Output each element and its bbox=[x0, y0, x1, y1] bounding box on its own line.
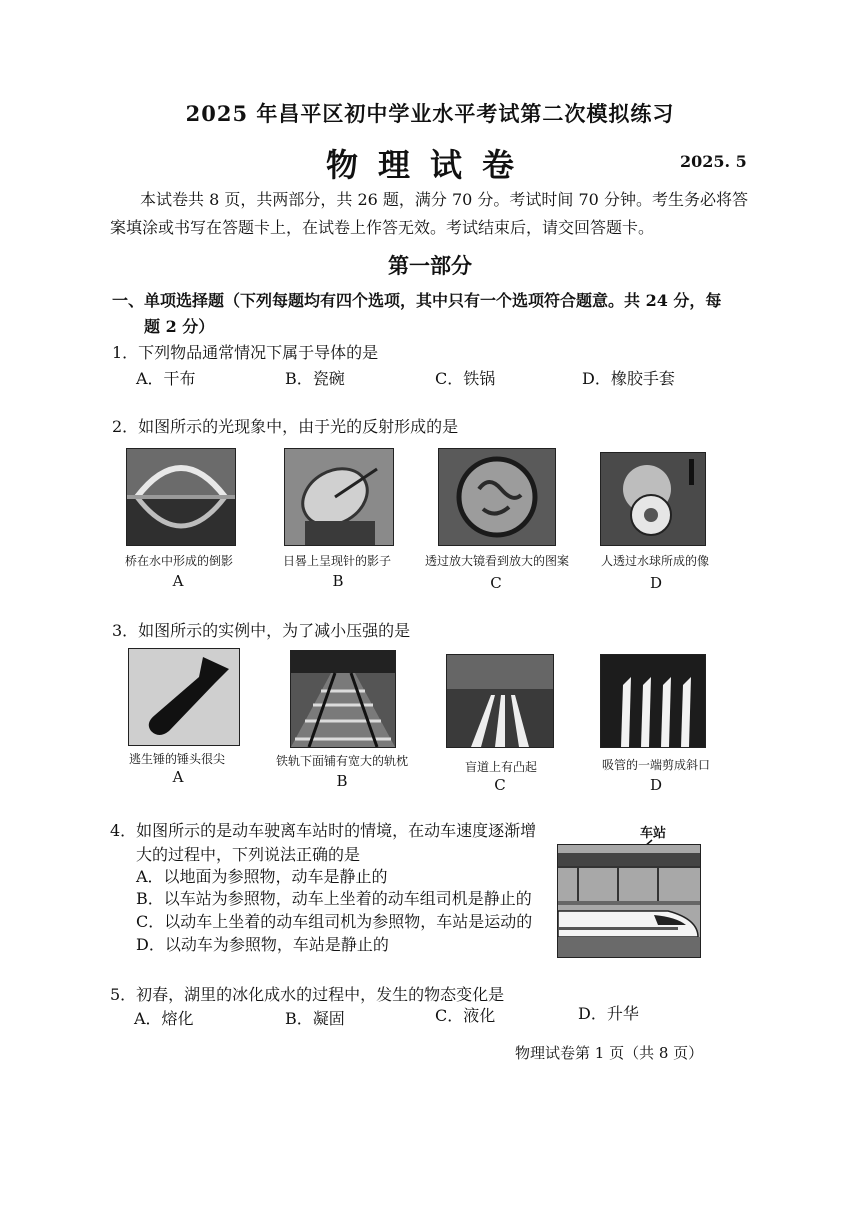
station-label: 车站 bbox=[640, 826, 667, 841]
q3-caption-b: 铁轨下面铺有宽大的轨枕 bbox=[275, 754, 408, 768]
magnifier-photo bbox=[438, 448, 556, 546]
question-3-stem: 3．如图所示的实例中，为了减小压强的是 bbox=[112, 621, 411, 640]
q2-letter-b: B bbox=[332, 572, 344, 590]
q3-caption-a: 逃生锤的锤头很尖 bbox=[128, 752, 225, 766]
page-footer: 物理试卷第 1 页（共 8 页） bbox=[515, 1044, 704, 1062]
subject-title: 物理试卷 bbox=[325, 146, 534, 184]
railway-sleepers-photo bbox=[290, 650, 396, 748]
q5-option-a: A．熔化 bbox=[134, 1009, 194, 1028]
q2-caption-c: 透过放大镜看到放大的图案 bbox=[424, 554, 569, 568]
exam-date: 2025. 5 bbox=[680, 152, 747, 171]
q5-option-c: C．液化 bbox=[435, 1006, 496, 1025]
q3-caption-c: 盲道上有凸起 bbox=[464, 760, 537, 774]
question-4-stem-line1: 4．如图所示的是动车驶离车站时的情境，在动车速度逐渐增 bbox=[110, 821, 537, 840]
q1-option-d: D．橡胶手套 bbox=[582, 369, 675, 388]
q5-option-b: B．凝固 bbox=[285, 1009, 345, 1028]
escape-hammer-photo bbox=[128, 648, 240, 746]
q3-letter-a: A bbox=[172, 768, 184, 786]
tactile-paving-photo bbox=[446, 654, 554, 748]
q2-letter-d: D bbox=[649, 574, 663, 592]
q2-letter-c: C bbox=[490, 574, 502, 592]
bridge-reflection-photo bbox=[126, 448, 236, 546]
part-title: 第一部分 bbox=[388, 253, 472, 278]
section-heading bbox=[112, 288, 752, 340]
water-ball-photo bbox=[600, 452, 706, 546]
q3-letter-b: B bbox=[336, 772, 348, 790]
straw-photo bbox=[600, 654, 706, 748]
question-1-stem: 1．下列物品通常情况下属于导体的是 bbox=[112, 343, 379, 362]
question-4-stem-line2: 大的过程中，下列说法正确的是 bbox=[136, 845, 361, 864]
question-2-stem: 2．如图所示的光现象中，由于光的反射形成的是 bbox=[112, 417, 459, 436]
q1-option-c: C．铁锅 bbox=[435, 369, 496, 388]
q3-caption-d: 吸管的一端剪成斜口 bbox=[601, 758, 710, 772]
q1-option-b: B．瓷碗 bbox=[285, 369, 345, 388]
q4-option-b: B．以车站为参照物，动车上坐着的动车组司机是静止的 bbox=[136, 889, 532, 908]
q2-caption-d: 人透过水球所成的像 bbox=[600, 554, 709, 568]
q4-option-d: D．以动车为参照物，车站是静止的 bbox=[136, 935, 389, 954]
section-heading-line2: 题 2 分） bbox=[144, 317, 215, 336]
q3-letter-c: C bbox=[494, 776, 506, 794]
q5-option-d: D．升华 bbox=[578, 1004, 639, 1023]
bullet-train-photo bbox=[557, 844, 701, 958]
q1-option-a: A．干布 bbox=[136, 369, 196, 388]
section-heading-line1: 一、单项选择题（下列每题均有四个选项，其中只有一个选项符合题意。共 24 分，每 bbox=[112, 291, 722, 310]
q4-option-c: C．以动车上坐着的动车组司机为参照物，车站是运动的 bbox=[136, 912, 533, 931]
exam-instructions: 本试卷共 8 页，共两部分，共 26 题，满分 70 分。考试时间 70 分钟。考生务必将答案填涂或书写在答题卡上，在试卷上作答无效。考试结束后，请交回答题卡。 bbox=[110, 190, 748, 237]
sundial-photo bbox=[284, 448, 394, 546]
q3-letter-d: D bbox=[649, 776, 663, 794]
q2-caption-b: 日晷上呈现针的影子 bbox=[282, 554, 391, 568]
exam-title: 2025 年昌平区初中学业水平考试第二次模拟练习 bbox=[185, 101, 675, 126]
question-5-stem: 5．初春，湖里的冰化成水的过程中，发生的物态变化是 bbox=[110, 985, 505, 1004]
q2-caption-a: 桥在水中形成的倒影 bbox=[124, 554, 233, 568]
q4-option-a: A．以地面为参照物，动车是静止的 bbox=[136, 867, 388, 886]
q2-letter-a: A bbox=[172, 572, 184, 590]
